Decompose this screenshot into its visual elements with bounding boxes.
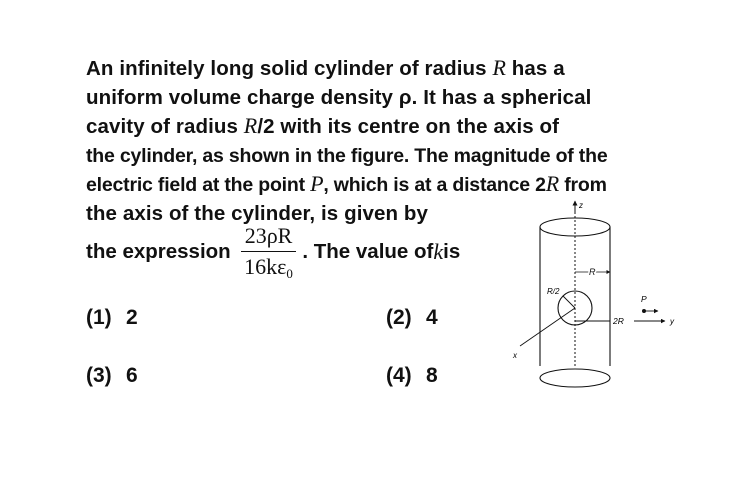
cylinder-bottom-ellipse <box>540 369 610 387</box>
k-variable: k <box>433 239 444 264</box>
cavity-radius-label: R/2 <box>547 287 560 296</box>
radius-variable: R <box>243 113 258 138</box>
question-line-1: An infinitely long solid cylinder of radius R has a <box>86 55 565 80</box>
option-3[interactable]: (3) 6 <box>86 364 138 387</box>
cylinder-figure <box>500 198 700 398</box>
question-line-2: uniform volume charge density ρ. It has a spherical <box>86 85 592 109</box>
x-axis-label: x <box>513 351 517 360</box>
question-line-5: electric field at the point P, which is at a distance 2R from <box>86 171 607 196</box>
expression-label: the expression <box>86 240 231 263</box>
y-axis-label: y <box>670 317 674 326</box>
option-4[interactable]: (4) 8 <box>386 364 438 387</box>
radius-variable: R <box>545 171 559 196</box>
epsilon-subscript: 0 <box>286 265 293 281</box>
fraction-numerator: 23ρR <box>241 223 297 252</box>
fraction-denominator: $16k\varepsilon_0$ <box>244 253 293 281</box>
cavity-radius-line <box>563 296 575 308</box>
expression-fraction <box>241 223 297 282</box>
expression-row: the expression $\frac{23\rho R}{16k\varepsilon_0}$ . The value of k is <box>86 222 461 281</box>
point-variable: P <box>310 171 324 196</box>
radius-variable: R <box>492 55 507 80</box>
question-line-6: the axis of the cylinder, is given by <box>86 201 429 225</box>
question-line-3: cavity of radius R/2 with its centre on the axis of <box>86 113 560 138</box>
option-2[interactable]: (2) 4 <box>386 306 438 329</box>
distance-label: 2R <box>613 316 624 326</box>
x-axis <box>520 308 575 346</box>
point-p-label: P <box>641 294 647 304</box>
question-line-4: the cylinder, as shown in the figure. The magnitude of the <box>86 144 608 167</box>
option-1[interactable]: (1) 2 <box>86 306 138 329</box>
radius-label: R <box>589 267 596 277</box>
z-axis-label: z <box>579 201 583 210</box>
